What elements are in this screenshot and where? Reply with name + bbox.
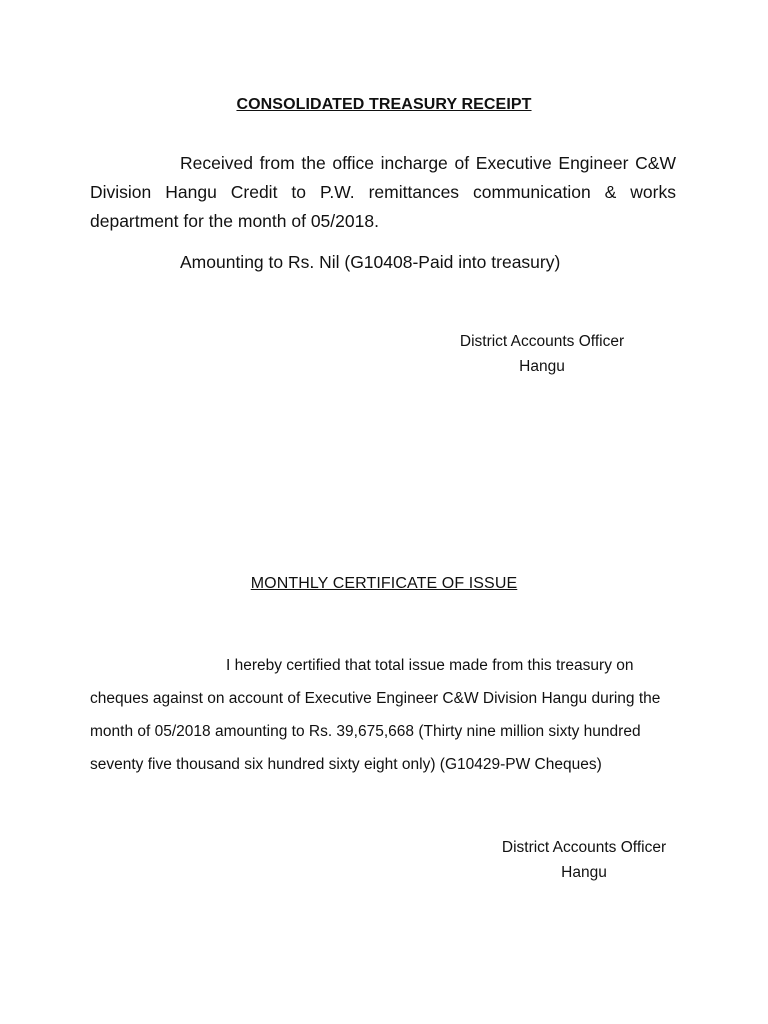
- certificate-signatory-title: District Accounts Officer: [501, 839, 667, 856]
- receipt-amount-line: Amounting to Rs. Nil (G10408-Paid into treasury): [180, 252, 561, 272]
- receipt-signatory-place: Hangu: [519, 358, 565, 375]
- certificate-body: I hereby certified that total issue made from this treasury on cheques against on account of Executive Engineer C&W Division Hangu during the month of 05/2018 amounting to Rs. 39,675,668 (Thirty nine million sixty hundred seventy five thousand six hundred sixty eight only) (G10429-PW Cheques): [90, 657, 661, 773]
- certificate-title: MONTHLY CERTIFICATE OF ISSUE: [250, 575, 518, 592]
- receipt-signatory-title: District Accounts Officer: [459, 333, 625, 350]
- receipt-title: CONSOLIDATED TREASURY RECEIPT: [236, 96, 532, 113]
- receipt-signature-block: [446, 329, 638, 379]
- certificate-signature-block: [488, 835, 680, 885]
- certificate-signatory-place: Hangu: [561, 864, 607, 881]
- receipt-body: Received from the office incharge of Executive Engineer C&W Division Hangu Credit to P.W. remittances communication & works department for the month of 05/2018.: [90, 153, 676, 231]
